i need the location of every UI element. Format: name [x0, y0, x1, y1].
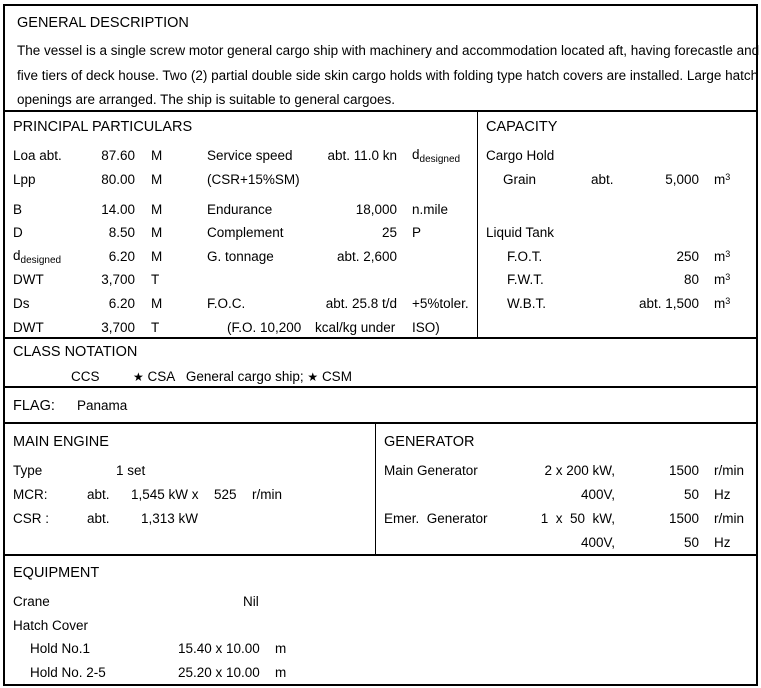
csr-abt: abt.	[87, 511, 110, 526]
foc-label: F.O.C.	[207, 296, 246, 311]
foc-value: abt. 25.8 t/d	[325, 296, 397, 311]
main-generator-spec: 2 x 200 kW,	[544, 463, 615, 478]
main-generator-label: Main Generator	[384, 463, 478, 478]
fot-unit-sup: 3	[725, 249, 731, 259]
b-value: 14.00	[101, 202, 135, 217]
fo-note-a: (F.O. 10,200	[227, 320, 302, 335]
service-speed-cond-main: d	[412, 147, 420, 162]
fot-value: 250	[676, 249, 699, 264]
d-designed-label	[13, 248, 61, 266]
capacity-heading: CAPACITY	[486, 119, 558, 135]
emer-generator-hz: 50	[683, 535, 699, 550]
fot-unit	[714, 249, 730, 266]
fwt-unit-main: m	[714, 272, 726, 287]
wbt-label: W.B.T.	[507, 296, 547, 311]
fot-label: F.O.T.	[507, 249, 543, 264]
particulars-capacity-divider	[477, 112, 478, 337]
dwt-unit-2: T	[151, 320, 160, 335]
generator-heading: GENERATOR	[384, 434, 475, 450]
emer-generator-spec: 1 x 50 kW,	[540, 511, 615, 526]
mcr-abt: abt.	[87, 487, 110, 502]
dwt-label-1: DWT	[13, 272, 44, 287]
wbt-unit-sup: 3	[725, 296, 731, 306]
flag-value: Panama	[77, 398, 128, 413]
star-icon-1: ★	[133, 370, 144, 384]
main-generator-hz-unit: Hz	[714, 487, 731, 502]
description-line-1: The vessel is a single screw motor general cargo ship with machinery and accommodation located aft, having forecastle and	[17, 43, 760, 58]
service-speed-label: Service speed	[207, 148, 293, 163]
emer-generator-label: Emer. Generator	[384, 511, 488, 526]
d-label: D	[13, 225, 23, 240]
description-line-2: five tiers of deck house. Two (2) partial double side skin cargo holds with folding type hatch covers are installed. Large hatch	[17, 68, 759, 83]
hold-2-5-label: Hold No. 2-5	[30, 665, 106, 680]
fo-note-c: ISO)	[412, 320, 440, 335]
engine-type-label: Type	[13, 463, 43, 478]
endurance-label: Endurance	[207, 202, 273, 217]
engine-generator-divider	[375, 424, 376, 554]
complement-unit: P	[412, 225, 422, 240]
notation-general-cargo: General cargo ship;	[185, 369, 304, 384]
emer-generator-rpm: 1500	[668, 511, 699, 526]
mcr-unit: r/min	[252, 487, 282, 502]
emer-generator-hz-unit: Hz	[714, 535, 731, 550]
grain-unit-sup: 3	[725, 172, 731, 182]
b-unit: M	[151, 202, 163, 217]
principal-particulars-heading: PRINCIPAL PARTICULARS	[13, 119, 193, 135]
emer-generator-volt: 400V,	[580, 535, 615, 550]
d-value: 8.50	[108, 225, 135, 240]
lpp-unit: M	[151, 172, 163, 187]
mcr-value: 1,545 kW x	[131, 487, 199, 502]
b-label: B	[13, 202, 23, 217]
endurance-value: 18,000	[355, 202, 397, 217]
fwt-unit-sup: 3	[725, 272, 731, 282]
main-generator-rpm: 1500	[668, 463, 699, 478]
main-generator-rpm-unit: r/min	[714, 463, 744, 478]
hold-2-5-unit: m	[275, 665, 287, 680]
dwt-value-2: 3,700	[101, 320, 135, 335]
engine-type-value: 1 set	[116, 463, 146, 478]
mcr-rpm: 525	[214, 487, 237, 502]
emer-generator-rpm-unit: r/min	[714, 511, 744, 526]
fo-note-b: kcal/kg under	[315, 320, 396, 335]
d-unit: M	[151, 225, 163, 240]
fwt-unit	[714, 272, 730, 289]
csr-note: (CSR+15%SM)	[207, 172, 300, 187]
star-icon-2: ★	[307, 370, 319, 384]
wbt-value: abt. 1,500	[638, 296, 699, 311]
dwt-label-2: DWT	[13, 320, 44, 335]
hold-1-unit: m	[275, 641, 287, 656]
grain-value: 5,000	[665, 172, 699, 187]
csr-value: 1,313 kW	[141, 511, 199, 526]
class-notation-section	[3, 337, 758, 388]
service-speed-cond-sub: designed	[419, 154, 461, 165]
equipment-section	[3, 554, 758, 686]
grain-abt: abt.	[591, 172, 614, 187]
fwt-value: 80	[683, 272, 699, 287]
lpp-value: 80.00	[101, 172, 135, 187]
service-speed-value: abt. 11.0 kn	[327, 148, 397, 163]
crane-label: Crane	[13, 594, 50, 609]
ds-unit: M	[151, 296, 163, 311]
loa-label: Loa abt.	[13, 148, 62, 163]
d-designed-sub: designed	[20, 255, 62, 266]
wbt-unit-main: m	[714, 296, 726, 311]
csr-label: CSR :	[13, 511, 50, 526]
main-generator-hz: 50	[683, 487, 699, 502]
ds-label: Ds	[13, 296, 30, 311]
grain-unit	[714, 172, 730, 189]
equipment-heading: EQUIPMENT	[13, 565, 100, 581]
loa-value: 87.60	[101, 148, 135, 163]
description-line-3: openings are arranged. The ship is suitable to general cargoes.	[17, 92, 395, 107]
liquid-tank-label: Liquid Tank	[486, 225, 555, 240]
general-description-section	[3, 4, 758, 112]
flag-label: FLAG:	[13, 398, 55, 414]
foc-tolerance: +5%toler.	[412, 296, 469, 311]
main-generator-volt: 400V,	[580, 487, 615, 502]
dwt-value-1: 3,700	[101, 272, 135, 287]
crane-value: Nil	[243, 594, 259, 609]
cargo-hold-label: Cargo Hold	[486, 148, 555, 163]
general-description-heading: GENERAL DESCRIPTION	[17, 15, 189, 31]
class-notation-heading: CLASS NOTATION	[13, 344, 138, 360]
grain-label: Grain	[503, 172, 537, 187]
endurance-unit: n.mile	[412, 202, 449, 217]
d-designed-unit: M	[151, 249, 163, 264]
engine-generator-section	[3, 422, 758, 556]
main-engine-heading: MAIN ENGINE	[13, 434, 109, 450]
particulars-capacity-section	[3, 110, 758, 339]
gt-label: G. tonnage	[207, 249, 274, 264]
loa-unit: M	[151, 148, 163, 163]
class-notation-line	[133, 369, 352, 385]
fot-unit-main: m	[714, 249, 726, 264]
d-designed-value: 6.20	[108, 249, 135, 264]
hatch-cover-label: Hatch Cover	[13, 618, 89, 633]
mcr-label: MCR:	[13, 487, 48, 502]
d-designed-main: d	[13, 248, 21, 263]
class-society: CCS	[71, 369, 100, 384]
notation-csa: CSA	[147, 369, 175, 384]
hold-1-label: Hold No.1	[30, 641, 91, 656]
complement-value: 25	[381, 225, 397, 240]
complement-label: Complement	[207, 225, 284, 240]
hold-2-5-value: 25.20 x 10.00	[178, 665, 260, 680]
hold-1-value: 15.40 x 10.00	[178, 641, 260, 656]
gt-value: abt. 2,600	[336, 249, 397, 264]
dwt-unit-1: T	[151, 272, 160, 287]
fwt-label: F.W.T.	[507, 272, 544, 287]
service-speed-condition	[412, 147, 460, 165]
notation-csm: CSM	[321, 369, 352, 384]
ds-value: 6.20	[108, 296, 135, 311]
grain-unit-main: m	[714, 172, 726, 187]
lpp-label: Lpp	[13, 172, 36, 187]
flag-section	[3, 386, 758, 424]
wbt-unit	[714, 296, 730, 313]
